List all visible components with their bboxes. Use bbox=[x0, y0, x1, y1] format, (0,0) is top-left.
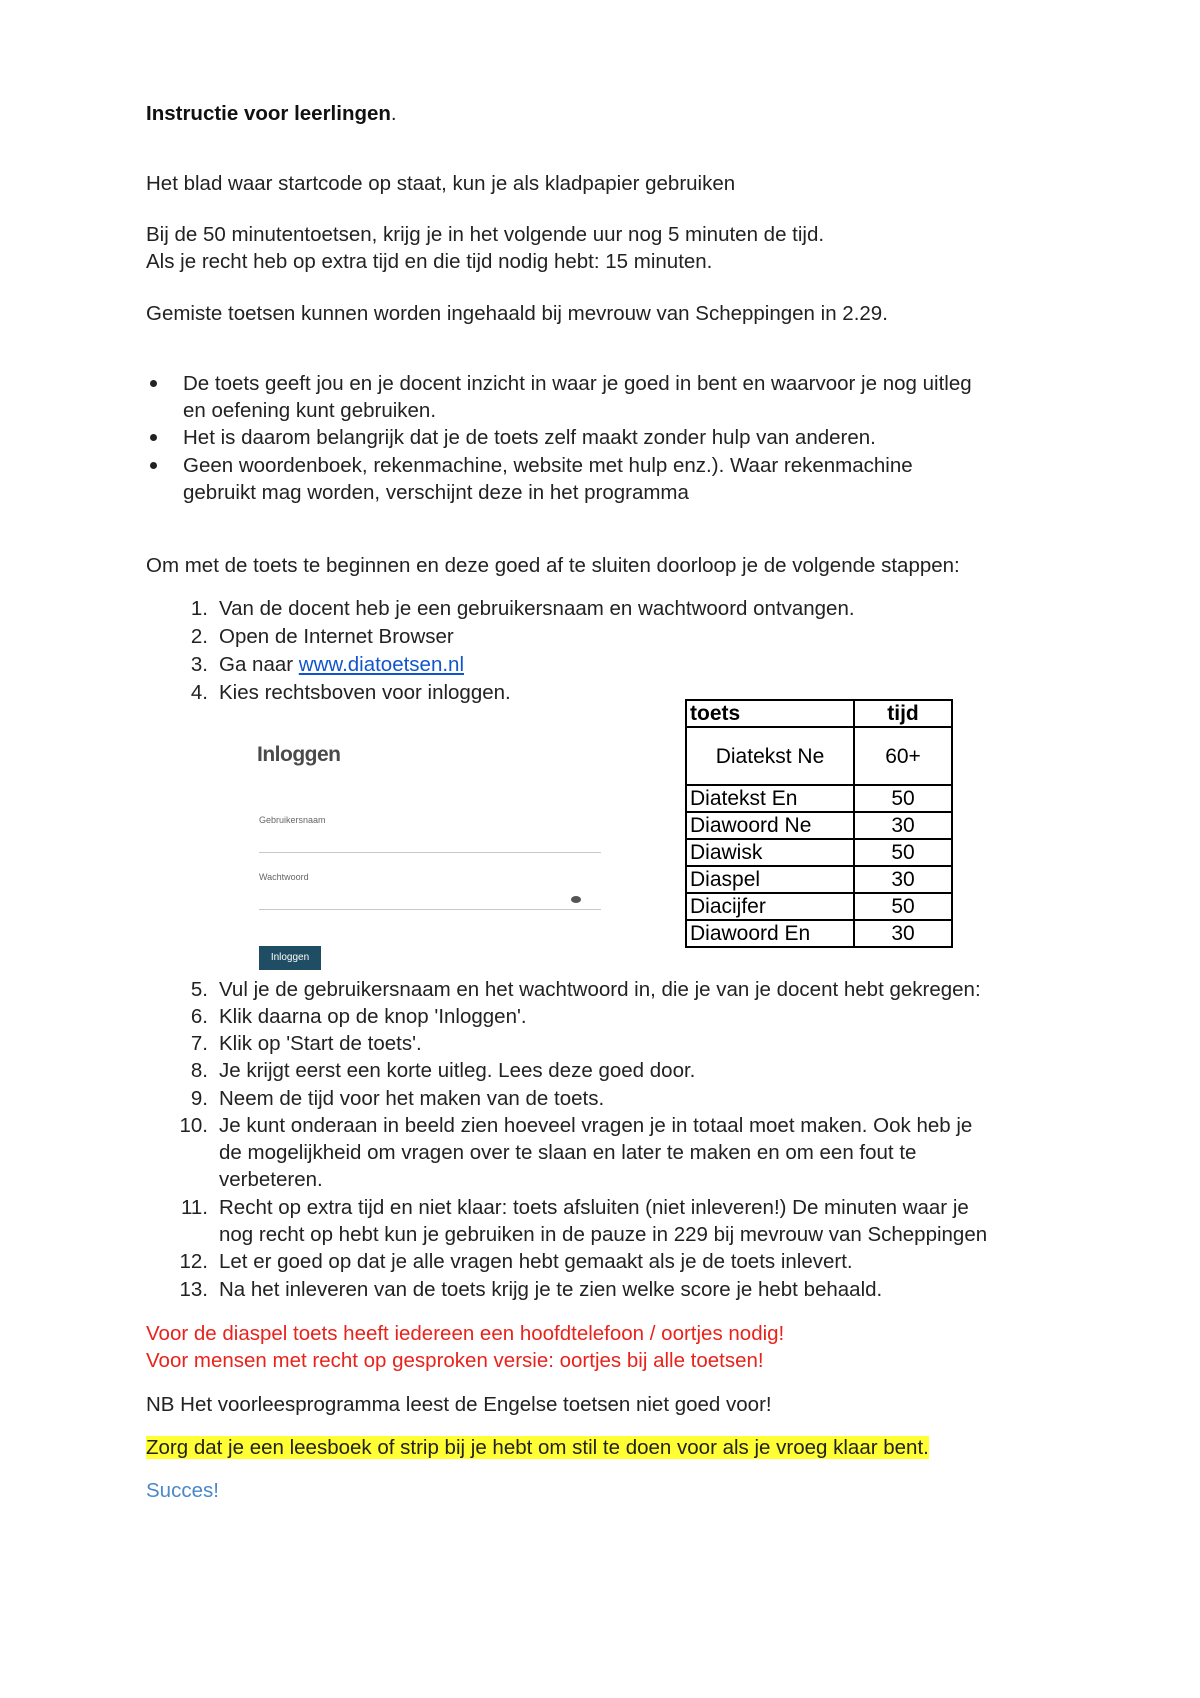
succes-text: Succes! bbox=[146, 1479, 219, 1502]
login-title: Inloggen bbox=[257, 743, 341, 766]
step-text: Na het inleveren van de toets krijg je te zien welke score je hebt behaald. bbox=[219, 1278, 883, 1301]
step-number: 3. bbox=[190, 653, 208, 676]
bullet-dot bbox=[150, 462, 157, 469]
step-number: 5. bbox=[190, 978, 208, 1001]
step-text-cont: nog recht op hebt kun je gebruiken in de pauze in 229 bij mevrouw van Scheppingen bbox=[219, 1223, 988, 1246]
cell-toets: Diawisk bbox=[686, 839, 854, 866]
step-text: Klik op 'Start de toets'. bbox=[219, 1032, 422, 1055]
cell-toets: Diatekst En bbox=[686, 785, 854, 812]
password-field[interactable] bbox=[259, 887, 601, 910]
cell-toets: Diawoord En bbox=[686, 920, 854, 947]
username-label: Gebruikersnaam bbox=[259, 815, 326, 825]
bullet-dot bbox=[150, 434, 157, 441]
step-text: Recht op extra tijd en niet klaar: toets afsluiten (niet inleveren!) De minuten waar je bbox=[219, 1196, 969, 1219]
nb-note: NB Het voorleesprogramma leest de Engelse toetsen niet goed voor! bbox=[146, 1393, 772, 1416]
step-number: 8. bbox=[190, 1059, 208, 1082]
table-row bbox=[686, 839, 952, 866]
cell-tijd: 60+ bbox=[854, 727, 952, 785]
paragraph-gemiste-toetsen: Gemiste toetsen kunnen worden ingehaald bij mevrouw van Scheppingen in 2.29. bbox=[146, 302, 888, 325]
step-number: 7. bbox=[190, 1032, 208, 1055]
list-item: Het is daarom belangrijk dat je de toets zelf maakt zonder hulp van anderen. bbox=[183, 426, 876, 449]
step-number: 9. bbox=[190, 1087, 208, 1110]
table-header-row bbox=[686, 700, 952, 727]
step-text: Klik daarna op de knop 'Inloggen'. bbox=[219, 1005, 527, 1028]
step-text: Let er goed op dat je alle vragen hebt gemaakt als je de toets inlevert. bbox=[219, 1250, 853, 1273]
table-row bbox=[686, 920, 952, 947]
step-text-cont: verbeteren. bbox=[219, 1168, 323, 1191]
eye-icon[interactable] bbox=[571, 896, 581, 903]
highlighted-text: Zorg dat je een leesboek of strip bij je hebt om stil te doen voor als je vroeg klaar bent. bbox=[146, 1436, 929, 1459]
highlight-note bbox=[146, 1434, 929, 1461]
paragraph-minutes-2: Als je recht heb op extra tijd en die tijd nodig hebt: 15 minuten. bbox=[146, 250, 713, 273]
cell-toets: Diatekst Ne bbox=[686, 727, 854, 785]
toets-tijd-table bbox=[685, 699, 953, 948]
step-number: 1. bbox=[190, 597, 208, 620]
step-text: Je kunt onderaan in beeld zien hoeveel vragen je in totaal moet maken. Ook heb je bbox=[219, 1114, 973, 1137]
cell-toets: Diawoord Ne bbox=[686, 812, 854, 839]
username-field[interactable] bbox=[259, 830, 601, 853]
cell-tijd: 50 bbox=[854, 839, 952, 866]
cell-tijd: 50 bbox=[854, 785, 952, 812]
cell-toets: Diaspel bbox=[686, 866, 854, 893]
login-button[interactable]: Inloggen bbox=[259, 946, 321, 970]
table-row bbox=[686, 727, 952, 785]
step-number: 4. bbox=[190, 681, 208, 704]
step-text: Ga naar www.diatoetsen.nl bbox=[219, 653, 465, 676]
step-number: 11. bbox=[181, 1196, 208, 1219]
step-number: 13. bbox=[179, 1278, 208, 1301]
step-text: Van de docent heb je een gebruikersnaam en wachtwoord ontvangen. bbox=[219, 597, 855, 620]
page-title: Instructie voor leerlingen. bbox=[146, 102, 397, 125]
step-number: 2. bbox=[190, 625, 208, 648]
step-text: Open de Internet Browser bbox=[219, 625, 454, 648]
cell-tijd: 30 bbox=[854, 812, 952, 839]
steps-intro: Om met de toets te beginnen en deze goed af te sluiten doorloop je de volgende stappen: bbox=[146, 554, 960, 577]
paragraph-kladpapier: Het blad waar startcode op staat, kun je als kladpapier gebruiken bbox=[146, 172, 736, 195]
step-text: Vul je de gebruikersnaam en het wachtwoord in, die je van je docent hebt gekregen: bbox=[219, 978, 981, 1001]
step-text: Je krijgt eerst een korte uitleg. Lees deze goed door. bbox=[219, 1059, 696, 1082]
step-number: 10. bbox=[179, 1114, 208, 1137]
step-number: 6. bbox=[190, 1005, 208, 1028]
diatoetsen-link[interactable]: www.diatoetsen.nl bbox=[298, 653, 465, 676]
header-toets: toets bbox=[686, 700, 854, 727]
table-row bbox=[686, 893, 952, 920]
paragraph-minutes-1: Bij de 50 minutentoetsen, krijg je in het volgende uur nog 5 minuten de tijd. bbox=[146, 223, 825, 246]
cell-tijd: 30 bbox=[854, 920, 952, 947]
login-screenshot bbox=[255, 738, 605, 973]
warning-headphones: Voor de diaspel toets heeft iedereen een hoofdtelefoon / oortjes nodig! bbox=[146, 1322, 785, 1345]
table-row bbox=[686, 785, 952, 812]
warning-earbuds: Voor mensen met recht op gesproken versie: oortjes bij alle toetsen! bbox=[146, 1349, 764, 1372]
step-text-cont: de mogelijkheid om vragen over te slaan en later te maken en om een fout te bbox=[219, 1141, 917, 1164]
password-label: Wachtwoord bbox=[259, 872, 309, 882]
bullet-dot bbox=[150, 380, 157, 387]
list-item: Geen woordenboek, rekenmachine, website met hulp enz.). Waar rekenmachine bbox=[183, 454, 913, 477]
cell-tijd: 50 bbox=[854, 893, 952, 920]
table-row bbox=[686, 866, 952, 893]
step-text: Kies rechtsboven voor inloggen. bbox=[219, 681, 511, 704]
cell-tijd: 30 bbox=[854, 866, 952, 893]
table-row bbox=[686, 812, 952, 839]
list-item-cont: gebruikt mag worden, verschijnt deze in het programma bbox=[183, 481, 689, 504]
list-item: De toets geeft jou en je docent inzicht in waar je goed in bent en waarvoor je nog uitleg bbox=[183, 372, 972, 395]
list-item-cont: en oefening kunt gebruiken. bbox=[183, 399, 437, 422]
step-number: 12. bbox=[179, 1250, 208, 1273]
header-tijd: tijd bbox=[854, 700, 952, 727]
cell-toets: Diacijfer bbox=[686, 893, 854, 920]
step-text: Neem de tijd voor het maken van de toets. bbox=[219, 1087, 605, 1110]
